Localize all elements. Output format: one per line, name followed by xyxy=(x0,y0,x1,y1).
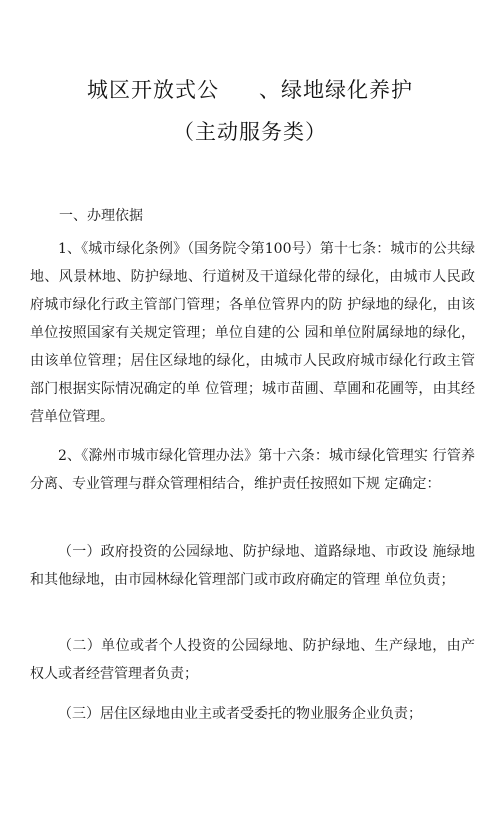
title-part-a: 城区开放式公 xyxy=(87,78,219,102)
paragraph-3: （一）政府投资的公园绿地、防护绿地、道路绿地、市政设 施绿地和其他绿地，由市园林绿化管理部门或市政府确定的管理 单位负责； xyxy=(30,544,475,588)
title-part-b: 、绿地绿化养护 xyxy=(259,78,413,102)
paragraph-4: （二）单位或者个人投资的公园绿地、防护绿地、生产绿地，由产权人或者经营管理者负责； xyxy=(30,638,475,682)
document-title-line2: （主动服务类） xyxy=(173,120,327,144)
section-heading: 一、办理依据 xyxy=(59,208,143,224)
document-title-line1 xyxy=(0,74,500,104)
paragraph-1: 1、《城市绿化条例》（国务院令第100号）第十七条：城市的公共绿地、风景林地、防护绿地、行道树及干道绿化带的绿化，由城市人民政府城市绿化行政主管部门管理；各单位管界内的防 护绿地的绿化，由该单位按照国家有关规定管理；单位自建的公 园和单位附属绿地的绿化，由该单位管理；居住区绿地的绿化，由城市人民政府城市绿化行政主管部门根据实际情况确定的单 位管理；城市苗圃、草圃和花圃等，由其经营单位管理。 xyxy=(30,241,475,425)
paragraph-5: （三）居住区绿地由业主或者受委托的物业服务企业负责； xyxy=(58,706,422,722)
paragraph-2: 2、《滁州市城市绿化管理办法》第十六条：城市绿化管理实 行管养分离、专业管理与群众管理相结合，维护责任按照如下规 定确定： xyxy=(30,448,475,492)
